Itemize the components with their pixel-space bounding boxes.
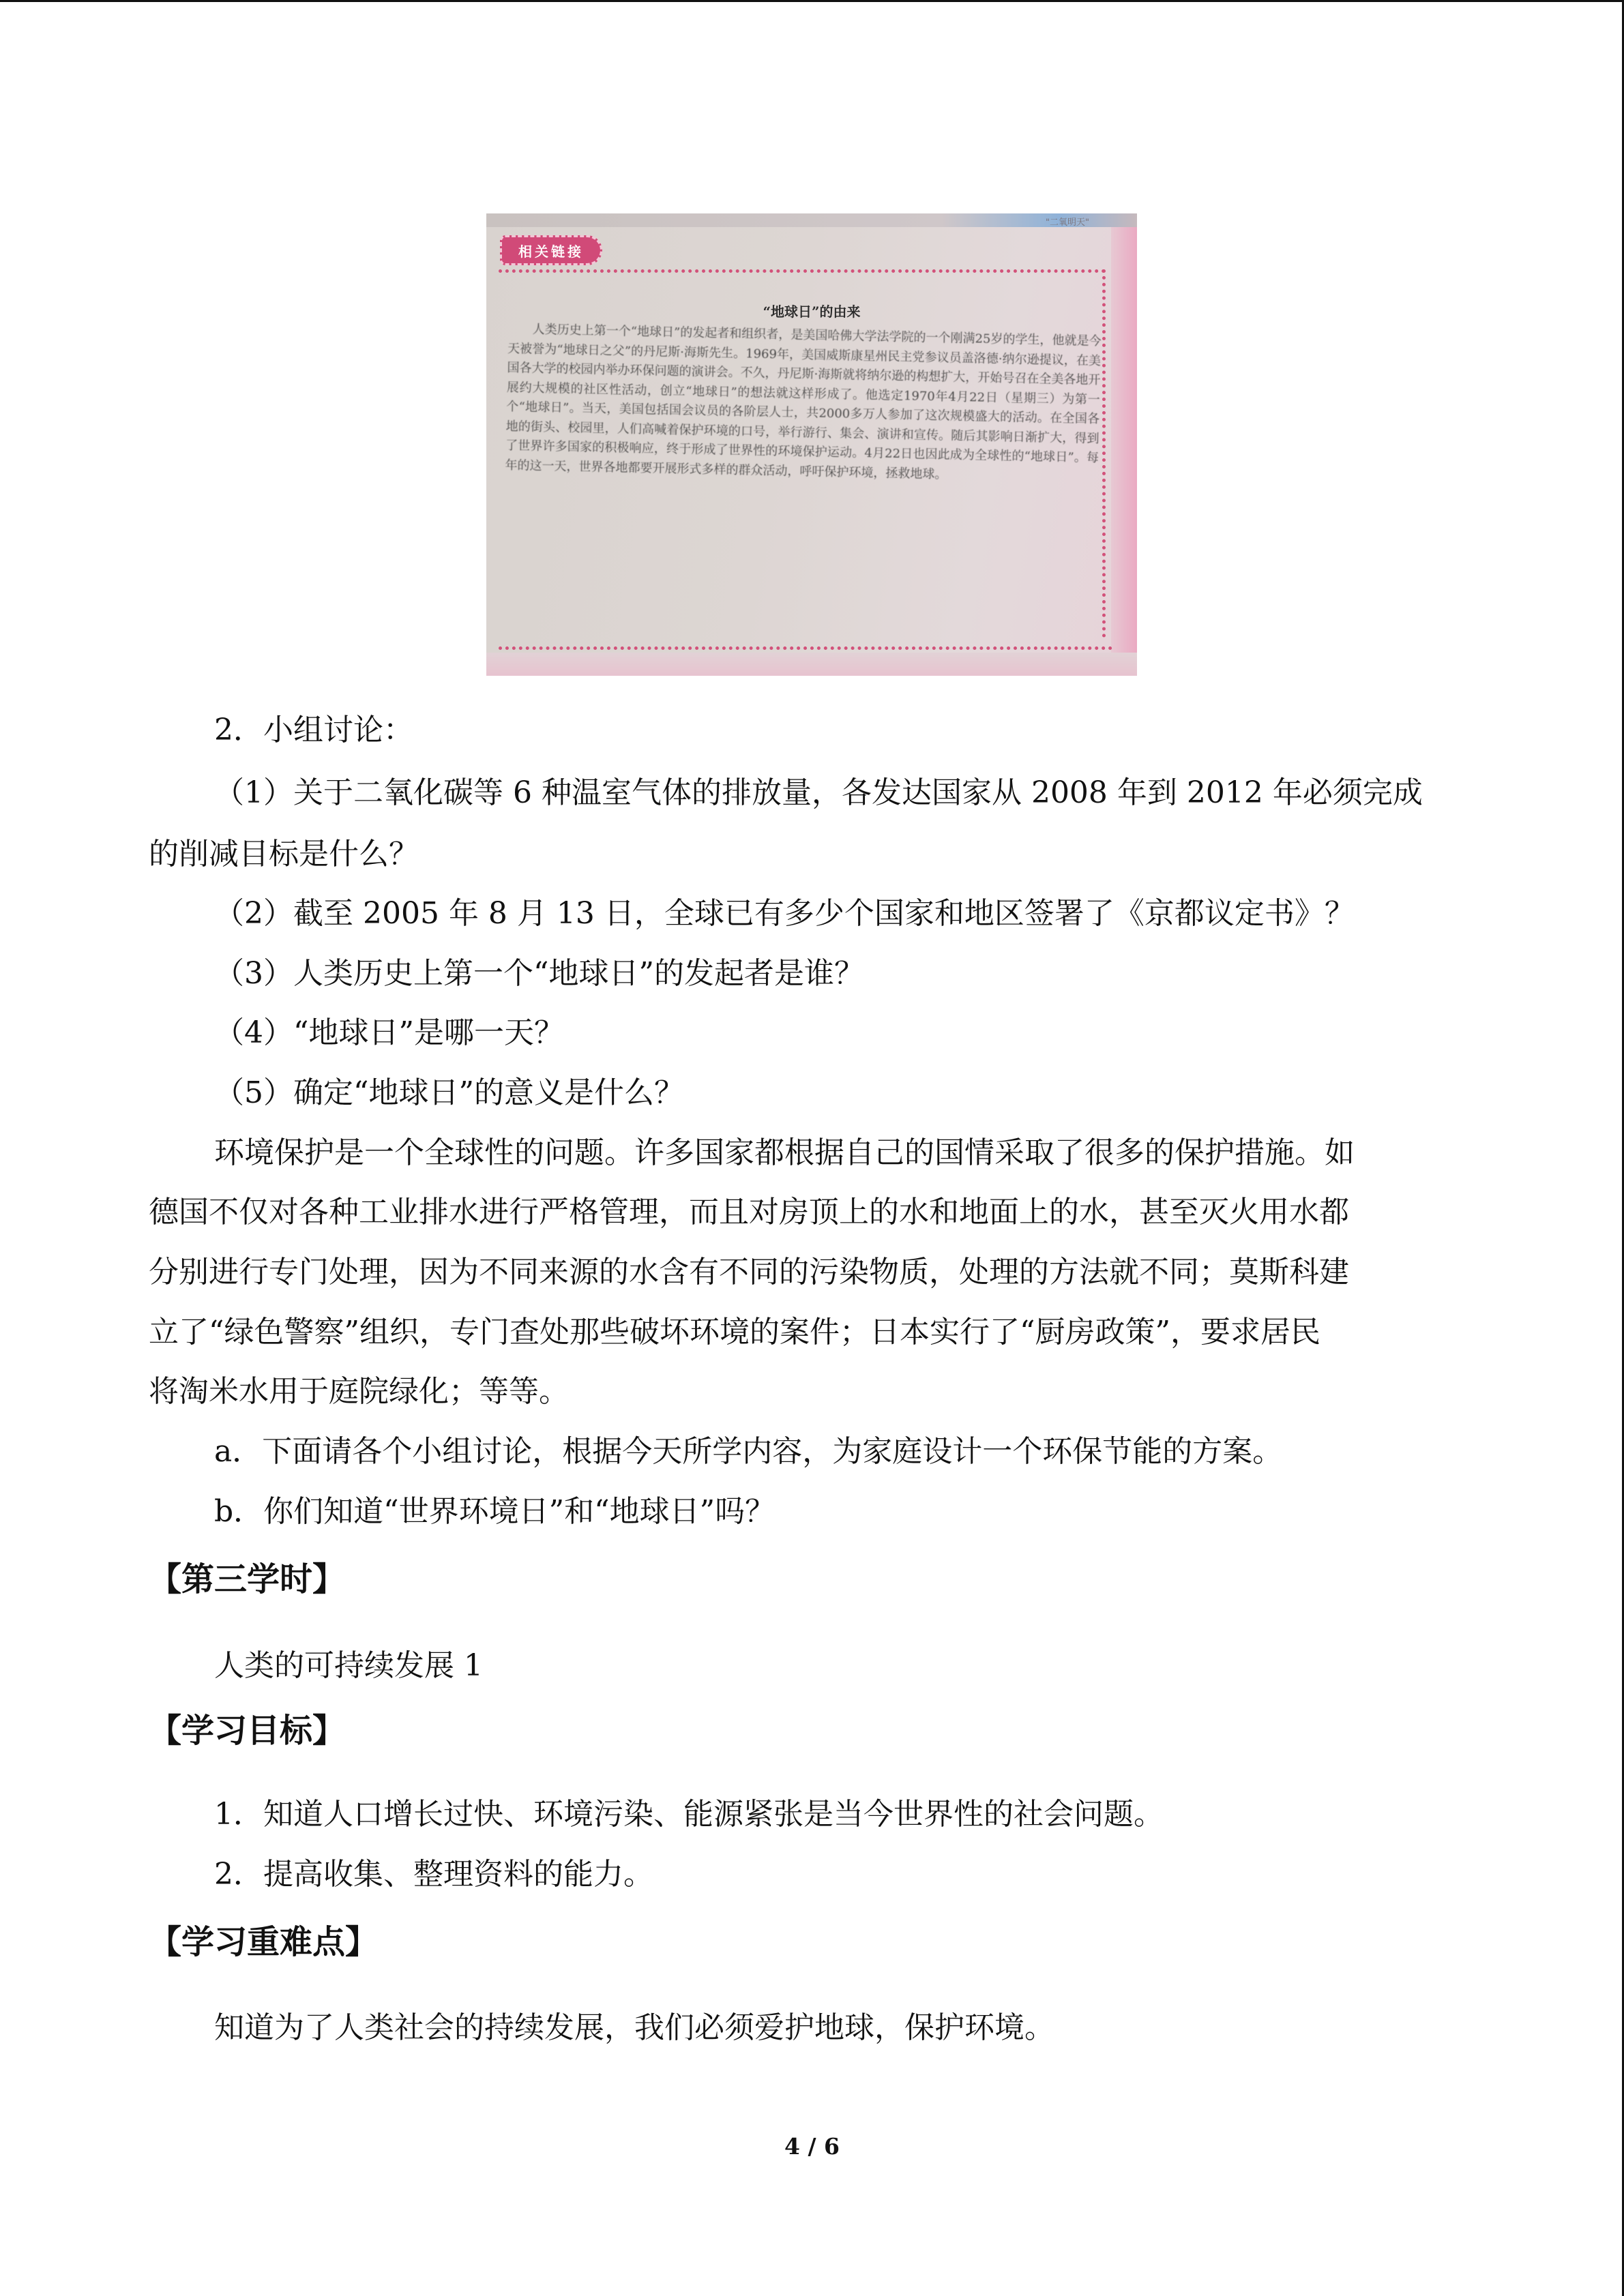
env-paragraph-line-2: 德国不仅对各种工业排水进行严格管理，而且对房顶上的水和地面上的水，甚至灭火用水都: [149, 1195, 1349, 1229]
objective-2: 2．提高收集、整理资料的能力。: [214, 1857, 653, 1892]
env-paragraph-line-3: 分别进行专门处理，因为不同来源的水含有不同的污染物质，处理的方法就不同；莫斯科建: [149, 1255, 1349, 1289]
discussion-title: 2．小组讨论：: [214, 713, 413, 747]
env-paragraph-line-1: 环境保护是一个全球性的问题。许多国家都根据自己的国情采取了很多的保护措施。如: [214, 1135, 1355, 1170]
photo-dotted-border-top: [499, 269, 1106, 286]
question-1-line-2: 的削减目标是什么？: [149, 837, 419, 871]
photo-dotted-border-side: [1102, 269, 1106, 638]
env-paragraph-line-5: 将淘米水用于庭院绿化；等等。: [149, 1374, 569, 1409]
question-1-line-1: （1）关于二氧化碳等 6 种温室气体的排放量，各发达国家从 2008 年到 2012 年必须完成: [214, 775, 1423, 810]
section-3-heading: 【第三学时】: [149, 1560, 346, 1598]
section-3-topic: 人类的可持续发展 1: [214, 1648, 483, 1683]
photo-body-text: 人类历史上第一个“地球日”的发起者和组织者，是美国哈佛大学法学院的一个刚满25岁的学生，他就是今天被誉为“地球日之父”的丹尼斯·海斯先生。1969年，美国威斯康星州民主党参议员盖洛德·纳尔逊提议，在美国各大学的校园内举办环保问题的演讲会。不久，丹尼斯·海斯就将纳尔逊的构想扩大，开始号召在全美各地开展约大规模的社区性活动，创立“地球日”的想法就这样形成了。他选定1970年4月22日（星期三）为第一个“地球日”。当天，美国包括国会议员的各阶层人士，共2000多万人参加了这次规模盛大的活动。在全国各地的街头、校园里，人们高喊着保护环境的口号，举行游行、集会、演讲和宣传。随后其影响日渐扩大，得到了世界许多国家的积极响应，终于形成了世界性的环境保护运动。4月22日也因此成为全球性的“地球日”。每年的这一天，世界各地都要开展形式多样的群众活动，呼吁保护环境，拯救地球。: [505, 322, 1102, 482]
page-border-top: [0, 0, 1624, 2]
photo-pink-edge: [1111, 227, 1137, 676]
task-a: a．下面请各个小组讨论，根据今天所学内容，为家庭设计一个环保节能的方案。: [214, 1434, 1283, 1469]
question-4: （4）“地球日”是哪一天？: [214, 1015, 564, 1050]
photo-link-tag: 相关链接: [500, 235, 602, 265]
question-3: （3）人类历史上第一个“地球日”的发起者是谁？: [214, 956, 864, 991]
key-points-heading: 【学习重难点】: [149, 1923, 379, 1961]
textbook-photo: [486, 213, 1137, 676]
env-paragraph-line-4: 立了“绿色警察”组织，专门查处那些破坏环境的案件；日本实行了“厨房政策”，要求居民: [149, 1315, 1320, 1350]
photo-top-strip: [486, 213, 1137, 227]
photo-corner-label: "二氧明天": [1046, 218, 1089, 228]
objectives-heading: 【学习目标】: [149, 1712, 346, 1750]
photo-pink-bottom: [486, 653, 1137, 676]
photo-dotted-border-bottom: [499, 646, 1112, 650]
task-b: b．你们知道“世界环境日”和“地球日”吗？: [214, 1494, 776, 1529]
objective-1: 1．知道人口增长过快、环境污染、能源紧张是当今世界性的社会问题。: [214, 1797, 1164, 1832]
photo-title: “地球日”的由来: [763, 303, 861, 320]
question-2: （2）截至 2005 年 8 月 13 日，全球已有多少个国家和地区签署了《京都议定书》？: [214, 896, 1355, 931]
page-number: 4 / 6: [784, 2133, 840, 2160]
question-5: （5）确定“地球日”的意义是什么？: [214, 1075, 684, 1110]
key-points-text: 知道为了人类社会的持续发展，我们必须爱护地球，保护环境。: [214, 2010, 1054, 2045]
